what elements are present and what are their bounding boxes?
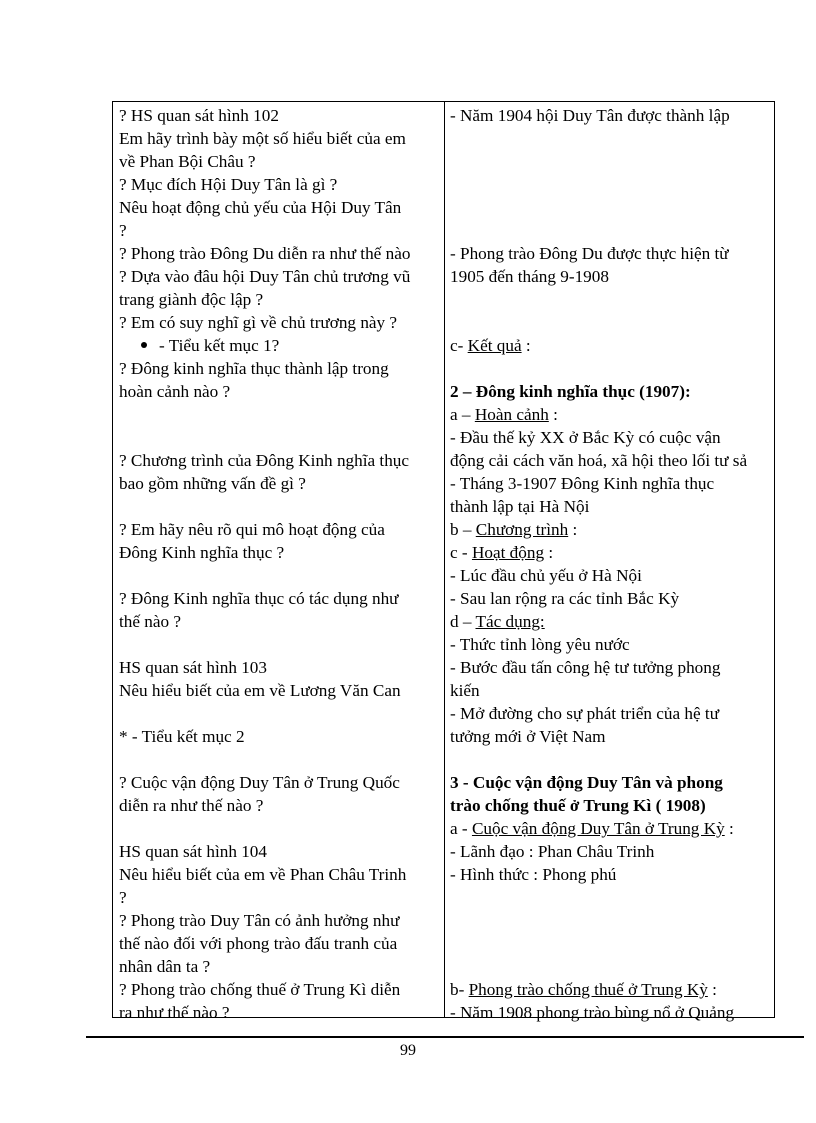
content-line: - Năm 1904 hội Duy Tân được thành lập: [450, 106, 730, 125]
question-line: trang giành độc lập ?: [119, 290, 264, 309]
bullet-item: [141, 335, 279, 357]
question-line: bao gồm những vấn đề gì ?: [119, 474, 306, 493]
content-line: kiến: [450, 681, 480, 700]
question-line: ? Phong trào Đông Du diễn ra như thế nào: [119, 244, 411, 263]
content-line: - Phong trào Đông Du được thực hiện từ: [450, 244, 729, 263]
content-line: - Mở đường cho sự phát triển của hệ tư: [450, 704, 720, 723]
question-line: ra như thế nào ?: [119, 1003, 230, 1022]
question-line: Em hãy trình bày một số hiểu biết của em: [119, 129, 406, 148]
content-line: - Lúc đầu chủ yếu ở Hà Nội: [450, 566, 642, 585]
question-line: Nêu hiểu biết của em về Lương Văn Can: [119, 681, 401, 700]
question-line: ? Cuộc vận động Duy Tân ở Trung Quốc: [119, 773, 400, 792]
section-label: b- Phong trào chống thuế ở Trung Kỳ :: [450, 980, 717, 999]
section-label: c - Hoạt động :: [450, 543, 554, 562]
question-line: ? Mục đích Hội Duy Tân là gì ?: [119, 175, 338, 194]
section-label: a - Cuộc vận động Duy Tân ở Trung Kỳ :: [450, 819, 734, 838]
section-label: a – Hoàn cảnh :: [450, 405, 558, 424]
question-line: ? Chương trình của Đông Kinh nghĩa thục: [119, 451, 410, 470]
content-line: - Bước đầu tấn công hệ tư tưởng phong: [450, 658, 721, 677]
content-line: thành lập tại Hà Nội: [450, 497, 590, 516]
content-line: - Sau lan rộng ra các tỉnh Bắc Kỳ: [450, 589, 680, 608]
question-line: ? Em có suy nghĩ gì về chủ trương này ?: [119, 313, 398, 332]
content-line: - Năm 1908 phong trào bùng nổ ở Quảng: [450, 1003, 735, 1022]
content-line: - Đầu thế kỷ XX ở Bắc Kỳ có cuộc vận: [450, 428, 721, 447]
question-line: về Phan Bội Châu ?: [119, 152, 256, 171]
question-line: hoàn cảnh nào ?: [119, 382, 231, 401]
question-line: Nêu hiểu biết của em về Phan Châu Trinh: [119, 865, 407, 884]
content-line: 1905 đến tháng 9-1908: [450, 267, 609, 286]
content-line: - Lãnh đạo : Phan Châu Trinh: [450, 842, 655, 861]
question-line: thế nào đối với phong trào đấu tranh của: [119, 934, 398, 953]
section-label: b – Chương trình :: [450, 520, 578, 539]
bullet-icon: [141, 342, 147, 348]
question-line: ? Phong trào Duy Tân có ảnh hưởng như: [119, 911, 400, 930]
question-line: Nêu hoạt động chủ yếu của Hội Duy Tân: [119, 198, 402, 217]
question-line: ?: [119, 221, 127, 240]
content-line: - Tháng 3-1907 Đông Kinh nghĩa thục: [450, 474, 715, 493]
content-line: - Thức tỉnh lòng yêu nước: [450, 635, 630, 654]
section-heading: 2 – Đông kinh nghĩa thục (1907):: [450, 382, 691, 401]
page-number: 99: [400, 1042, 416, 1059]
question-line: * - Tiểu kết mục 2: [119, 727, 245, 746]
section-label: d – Tác dụng:: [450, 612, 545, 631]
column-divider: [444, 102, 445, 1017]
question-line: ? HS quan sát hình 102: [119, 106, 279, 125]
bullet-text: - Tiểu kết mục 1?: [159, 336, 280, 355]
question-line: nhân dân ta ?: [119, 957, 211, 976]
section-heading: trào chống thuế ở Trung Kì ( 1908): [450, 796, 706, 815]
question-line: Đông Kinh nghĩa thục ?: [119, 543, 285, 562]
question-line: diễn ra như thế nào ?: [119, 796, 264, 815]
question-line: ? Phong trào chống thuế ở Trung Kì diễn: [119, 980, 401, 999]
question-line: ? Đông Kinh nghĩa thục có tác dụng như: [119, 589, 399, 608]
content-line: tưởng mới ở Việt Nam: [450, 727, 606, 746]
question-line: thế nào ?: [119, 612, 182, 631]
question-line: HS quan sát hình 104: [119, 842, 267, 861]
question-line: ? Đông kinh nghĩa thục thành lập trong: [119, 359, 389, 378]
content-line: động cải cách văn hoá, xã hội theo lối tư sả: [450, 451, 748, 470]
footer-rule: [86, 1036, 804, 1038]
section-heading: 3 - Cuộc vận động Duy Tân và phong: [450, 773, 723, 792]
question-line: ? Em hãy nêu rõ qui mô hoạt động của: [119, 520, 385, 539]
lesson-table: [112, 101, 775, 1022]
content-line: - Hình thức : Phong phú: [450, 865, 617, 884]
question-line: ?: [119, 888, 127, 907]
question-line: ? Dựa vào đâu hội Duy Tân chủ trương vũ: [119, 267, 411, 286]
section-label: c- Kết quả :: [450, 336, 531, 355]
question-line: HS quan sát hình 103: [119, 658, 267, 677]
